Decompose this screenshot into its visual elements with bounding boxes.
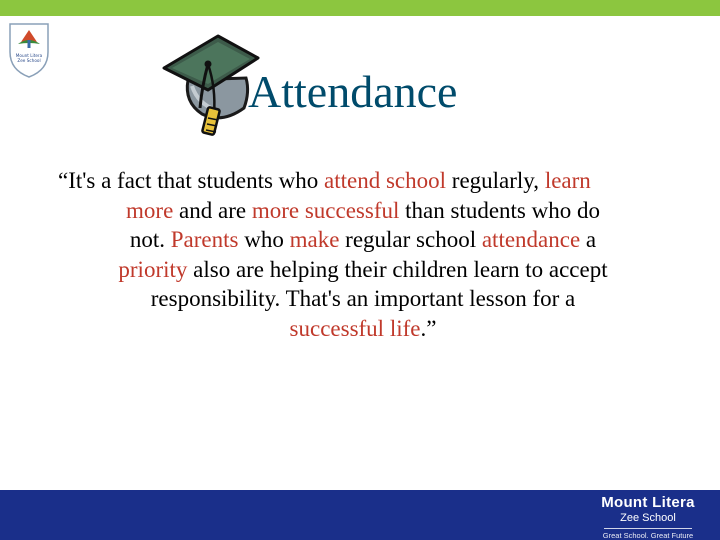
brand-school: Zee School <box>620 512 676 524</box>
quote-highlight: more <box>126 197 174 223</box>
quote-highlight: more successful <box>251 197 400 223</box>
slide-title: Attendance <box>248 66 458 117</box>
quote-line <box>58 284 668 314</box>
quote-text: not. <box>129 227 171 252</box>
quote-line <box>58 225 668 255</box>
quote-text: who <box>238 227 290 252</box>
brand-divider <box>604 528 692 529</box>
quote-line <box>58 314 668 344</box>
quote-line <box>58 166 668 196</box>
quote-text: regularly, <box>446 168 545 193</box>
quote-highlight: priority <box>118 256 188 282</box>
attendance-quote <box>58 166 668 343</box>
brand-tagline: Great School. Great Future <box>602 531 694 540</box>
quote-highlight: make <box>289 227 340 252</box>
top-accent-bar <box>0 0 720 16</box>
quote-text: responsibility. That's an important lesson for a <box>150 286 576 311</box>
quote-highlight: successful life <box>289 315 421 341</box>
quote-highlight: attend school <box>324 168 447 193</box>
quote-highlight: Parents <box>170 227 239 252</box>
graduation-cap-icon <box>158 28 262 140</box>
quote-line <box>58 255 668 285</box>
quote-text: than students who do <box>399 197 600 223</box>
quote-line <box>58 196 668 226</box>
brand-logo <box>598 494 698 540</box>
quote-highlight: attendance <box>481 227 581 252</box>
school-crest-logo <box>4 20 54 80</box>
quote-text: regular school <box>339 227 482 252</box>
quote-text: and are <box>173 197 252 223</box>
quote-text: a <box>580 227 597 252</box>
svg-text:Zee School: Zee School <box>17 58 41 63</box>
brand-name: Mount Litera <box>601 494 695 511</box>
quote-text: “It's a fact that students who <box>58 168 325 193</box>
quote-text: also are helping their children learn to accept <box>187 256 608 282</box>
quote-highlight: learn <box>544 168 591 193</box>
quote-text: .” <box>420 315 437 341</box>
svg-text:Mount Litera: Mount Litera <box>15 53 43 58</box>
